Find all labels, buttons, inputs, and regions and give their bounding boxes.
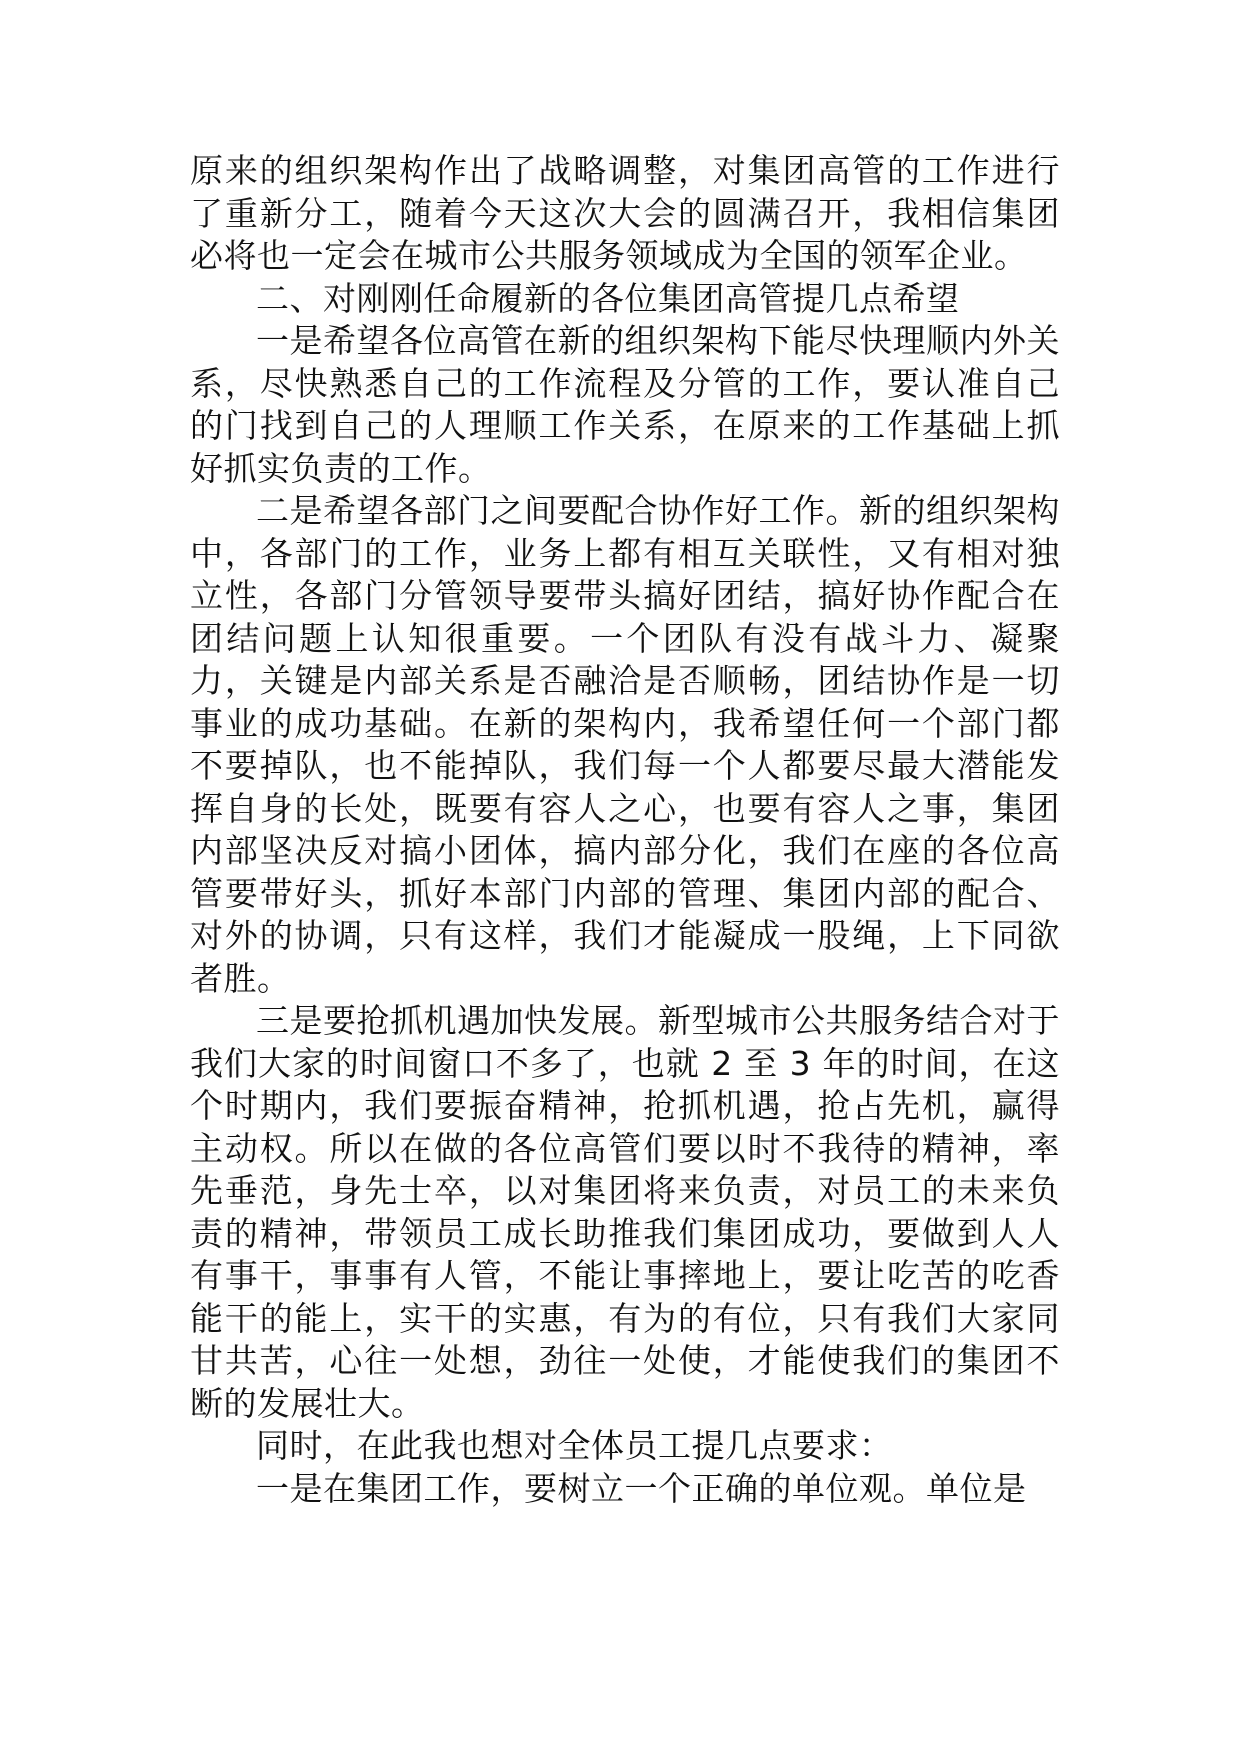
body-paragraph: 一是在集团工作，要树立一个正确的单位观。单位是 — [256, 1468, 1027, 1508]
body-paragraph: 同时，在此我也想对全体员工提几点要求： — [256, 1426, 893, 1465]
body-paragraph: 三是要抢抓机遇加快发展。新型城市公共服务结合对于我们大家的时间窗口不多了，也就 2 至 3 年的时间，在这个时期内，我们要振奋精神，抢抓机遇，抢占先机，赢得主动权。所以在做的各位高管们要以时不我待的精神，率先垂范，身先士卒，以对集团将来负责，对员工的未来负责的精神，带领员工成长助推我们集团成功，要做到人人有事干，事事有人管，不能让事摔地上，要让吃苦的吃香能干的能上，实干的实惠，有为的有位，只有我们大家同甘共苦，心往一处想，劲往一处使，才能使我们的集团不断的发展壮大。 — [190, 1001, 1060, 1423]
body-paragraph: 一是希望各位高管在新的组织架构下能尽快理顺内外关系，尽快熟悉自己的工作流程及分管的工作，要认准自己的门找到自己的人理顺工作关系，在原来的工作基础上抓好抓实负责的工作。 — [190, 321, 1060, 488]
body-paragraph: 原来的组织架构作出了战略调整，对集团高管的工作进行了重新分工，随着今天这次大会的圆满召开，我相信集团必将也一定会在城市公共服务领域成为全国的领军企业。 — [190, 151, 1060, 275]
section-heading: 二、对刚刚任命履新的各位集团高管提几点希望 — [256, 278, 960, 318]
document-page — [190, 150, 1060, 1510]
body-paragraph: 二是希望各部门之间要配合协作好工作。新的组织架构中，各部门的工作，业务上都有相互关联性，又有相对独立性，各部门分管领导要带头搞好团结，搞好协作配合在团结问题上认知很重要。一个团队有没有战斗力、凝聚力，关键是内部关系是否融洽是否顺畅，团结协作是一切事业的成功基础。在新的架构内，我希望任何一个部门都不要掉队，也不能掉队，我们每一个人都要尽最大潜能发挥自身的长处，既要有容人之心，也要有容人之事，集团内部坚决反对搞小团体，搞内部分化，我们在座的各位高管要带好头，抓好本部门内部的管理、集团内部的配合、对外的协调，只有这样，我们才能凝成一股绳，上下同欲者胜。 — [190, 491, 1060, 998]
